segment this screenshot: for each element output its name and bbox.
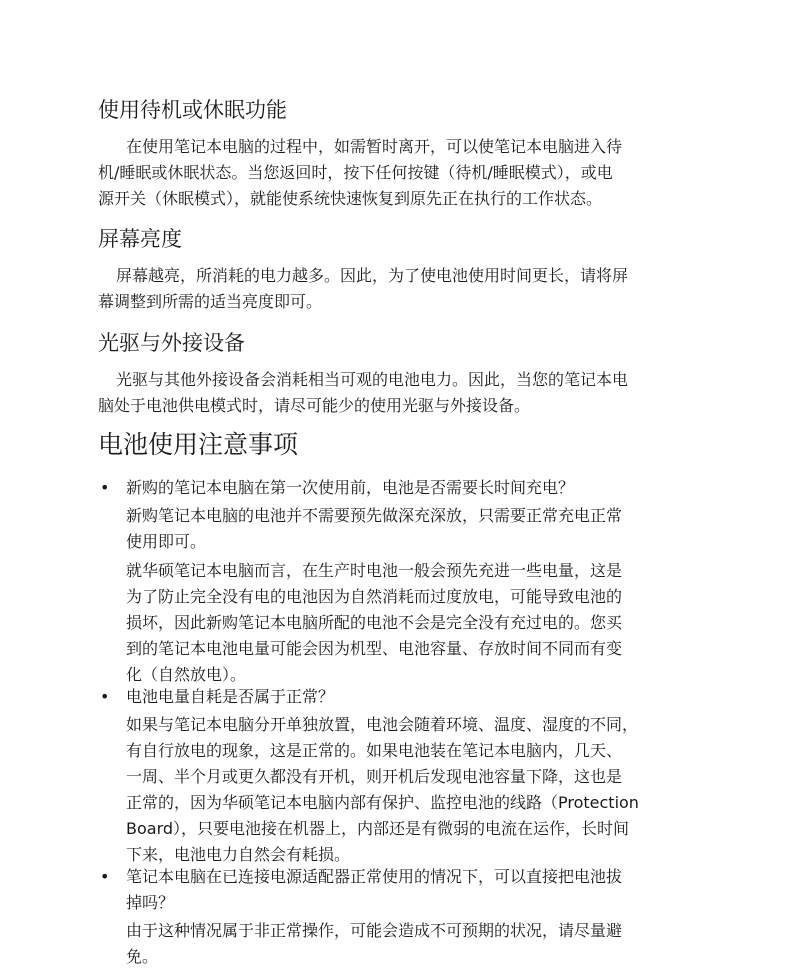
answer-line: 化（自然放电）。 [126,665,247,684]
paragraph-line: 屏幕越亮，所消耗的电力越多。因此，为了使电池使用时间更长，请将屏 [116,266,629,285]
bullet-marker: • [100,687,110,706]
faq-answer-2 [126,712,706,868]
paragraph-line: 脑处于电池供电模式时，请尽可能少的使用光驱与外接设备。 [98,396,531,415]
answer-line: 由于这种情况属于非正常操作，可能会造成不可预期的状况，请尽量避 [126,921,623,940]
answer-line: 下来，电池电力自然会有耗损。 [126,845,351,864]
question-line: 电池电量自耗是否属于正常？ [126,687,335,706]
answer-line: 为了防止完全没有电的电池因为自然消耗而过度放电，可能导致电池的 [126,587,623,606]
section-paragraph-brightness [98,263,704,315]
answer-line: 新购笔记本电脑的电池并不需要预先做深充深放，只需要正常充电正常 [126,506,623,525]
paragraph-line: 光驱与其他外接设备会消耗相当可观的电池电力。因此，当您的笔记本电 [116,370,629,389]
question-line: 笔记本电脑在已连接电源适配器正常使用的情况下，可以直接把电池拔 [126,867,623,886]
section-heading-brightness: 屏幕亮度 [98,227,182,251]
faq-question-1 [126,475,706,501]
answer-line: Board），只要电池接在机器上，内部还是有微弱的电流在运作，长时间 [126,819,630,838]
answer-line: 使用即可。 [126,532,207,551]
answer-line: 一周、半个月或更久都没有开机，则开机后发现电池容量下降，这也是 [126,767,623,786]
answer-line: 到的笔记本电池电量可能会因为机型、电池容量、存放时间不同而有变 [126,639,623,658]
answer-line: 就华硕笔记本电脑而言，在生产时电池一般会预先充进一些电量，这是 [126,561,623,580]
section-paragraph-standby [98,134,704,212]
paragraph-line: 在使用笔记本电脑的过程中，如需暂时离开，可以使笔记本电脑进入待 [126,137,623,156]
answer-line: 如果与笔记本电脑分开单独放置，电池会随着环境、温度、湿度的不同， [126,715,639,734]
answer-line: 有自行放电的现象，这是正常的。如果电池装在笔记本电脑内，几天、 [126,741,623,760]
faq-question-3 [126,864,706,916]
main-heading-battery-notes: 电池使用注意事项 [98,430,299,459]
faq-question-2 [126,684,706,710]
section-heading-standby: 使用待机或休眠功能 [98,98,287,122]
faq-answer-1b [126,558,706,688]
section-heading-optical-drive: 光驱与外接设备 [98,331,245,355]
answer-line: 正常的，因为华硕笔记本电脑内部有保护、监控电池的线路（Protection [126,793,639,812]
bullet-marker: • [100,867,110,886]
bullet-marker: • [100,478,110,497]
paragraph-line: 幕调整到所需的适当亮度即可。 [98,292,323,311]
faq-answer-1a [126,503,706,555]
faq-answer-3 [126,918,706,970]
question-line: 新购的笔记本电脑在第一次使用前，电池是否需要长时间充电？ [126,478,575,497]
paragraph-line: 机/睡眠或休眠状态。当您返回时，按下任何按键（待机/睡眠模式），或电 [98,163,613,182]
paragraph-line: 源开关（休眠模式），就能使系统快速恢复到原先正在执行的工作状态。 [98,189,603,208]
answer-line: 免。 [126,947,159,966]
section-paragraph-optical-drive [98,367,704,419]
question-line: 掉吗？ [126,893,175,912]
answer-line: 损坏，因此新购笔记本电脑所配的电池不会是完全没有充过电的。您买 [126,613,623,632]
